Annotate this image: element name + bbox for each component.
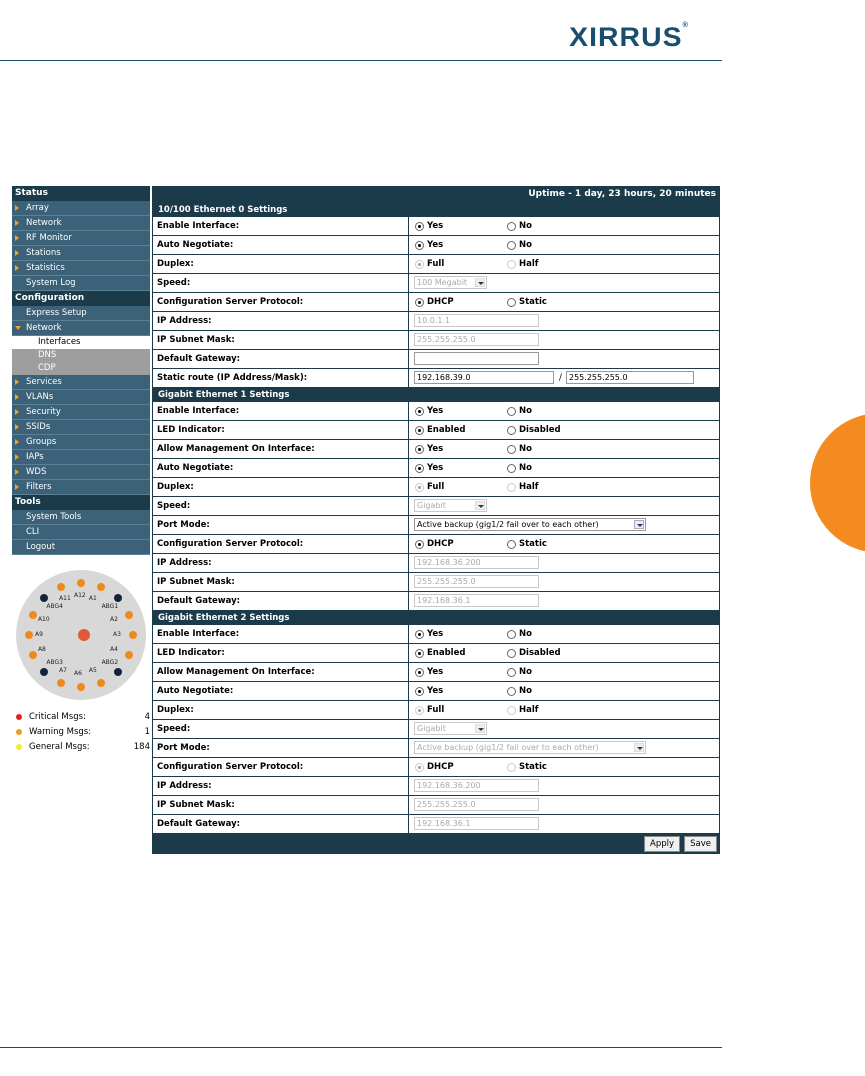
gig2-proto-label: Configuration Server Protocol: [153,758,409,776]
radio-node-a8[interactable] [29,651,37,659]
nav-item-system-log[interactable]: System Log [12,276,150,291]
gig2-speed-label: Speed: [153,720,409,738]
gig2-auto-row [152,682,720,701]
radio-label-a12: A12 [74,592,86,599]
general-msgs-label: General Msgs: [29,742,90,752]
message-counters [16,712,152,757]
gig2-mask-row [152,796,720,815]
nav-item-cli[interactable]: CLI [12,525,150,540]
gig2-duplex-label: Duplex: [153,701,409,719]
eth0-auto-no-radio[interactable]: No [507,240,532,250]
left-navigation [12,186,150,555]
eth0-auto-yes-radio[interactable]: Yes [415,240,443,250]
gig1-duplex-full-radio[interactable]: Full [415,482,444,492]
radio-label-a7: A7 [59,667,67,675]
nav-item-vlans[interactable]: VLANs [12,390,150,405]
radio-label-a8: A8 [37,645,46,653]
critical-msgs-count: 4 [144,712,150,722]
gig2-led-enabled-radio[interactable]: Enabled [415,648,465,658]
eth0-enable-label: Enable Interface: [153,217,409,235]
gig1-ip-row [152,554,720,573]
radio-label-a5: A5 [88,667,97,675]
radio-node-a12[interactable] [77,579,85,587]
nav-subitem-dns[interactable]: DNS [12,349,150,362]
footer-rule [0,1047,722,1048]
radio-node-a5[interactable] [97,679,105,687]
gig1-auto-no-radio[interactable]: No [507,463,532,473]
eth0-dhcp-radio[interactable]: DHCP [415,297,454,307]
nav-item-logout[interactable]: Logout [12,540,150,555]
nav-item-network-config[interactable]: Network [12,321,150,336]
general-dot-icon [16,744,22,750]
eth0-duplex-half-radio[interactable]: Half [507,259,538,269]
warning-dot-icon [16,729,22,735]
gig1-led-enabled-radio[interactable]: Enabled [415,425,465,435]
chapter-tab-marker [810,413,865,553]
gig2-auto-label: Auto Negotiate: [153,682,409,700]
gig1-ip-input[interactable]: 192.168.36.200 [414,556,539,569]
nav-subitem-interfaces[interactable]: Interfaces [12,336,150,349]
nav-item-system-tools[interactable]: System Tools [12,510,150,525]
nav-item-groups[interactable]: Groups [12,435,150,450]
gig2-mgmt-row [152,663,720,682]
gig1-ip-label: IP Address: [153,554,409,572]
radio-label-a3: A3 [113,631,121,638]
nav-item-rf-monitor[interactable]: RF Monitor [12,231,150,246]
eth0-mask-row [152,331,720,350]
gig1-mask-input[interactable]: 255.255.255.0 [414,575,539,588]
gig1-static-radio[interactable]: Static [507,539,547,549]
eth0-route-label: Static route (IP Address/Mask): [153,369,409,387]
gig1-mgmt-yes-radio[interactable]: Yes [415,444,443,454]
gig1-auto-label: Auto Negotiate: [153,459,409,477]
gig1-auto-yes-radio[interactable]: Yes [415,463,443,473]
eth0-enable-row [152,217,720,236]
gig1-speed-label: Speed: [153,497,409,515]
gig1-led-row [152,421,720,440]
array-status-graphic[interactable] [12,570,152,710]
gig2-mask-label: IP Subnet Mask: [153,796,409,814]
gig2-ip-input[interactable]: 192.168.36.200 [414,779,539,792]
gig2-duplex-row [152,701,720,720]
gig2-led-label: LED Indicator: [153,644,409,662]
nav-item-stations[interactable]: Stations [12,246,150,261]
radio-node-a10[interactable] [29,611,37,619]
gig1-mask-row [152,573,720,592]
nav-item-array[interactable]: Array [12,201,150,216]
gig2-ip-label: IP Address: [153,777,409,795]
gig1-duplex-label: Duplex: [153,478,409,496]
eth0-gw-label: Default Gateway: [153,350,409,368]
gig1-gw-row [152,592,720,611]
nav-item-network-status[interactable]: Network [12,216,150,231]
eth0-gw-row [152,350,720,369]
gig2-mgmt-yes-radio[interactable]: Yes [415,667,443,677]
gig1-section-header: Gigabit Ethernet 1 Settings [152,388,720,402]
general-msgs-count: 184 [133,742,150,752]
interfaces-settings-panel [152,186,720,854]
eth0-speed-label: Speed: [153,274,409,292]
eth0-duplex-label: Duplex: [153,255,409,273]
gig1-mask-label: IP Subnet Mask: [153,573,409,591]
radio-node-a9[interactable] [25,631,33,639]
gig1-dhcp-radio[interactable]: DHCP [415,539,454,549]
gig2-enable-yes-radio[interactable]: Yes [415,629,443,639]
gig2-ip-row [152,777,720,796]
gig1-enable-yes-radio[interactable]: Yes [415,406,443,416]
static-route-ip-input[interactable]: 192.168.39.0 [414,371,554,384]
xirrus-logo: XIRRUS® [569,22,690,52]
eth0-speed-row [152,274,720,293]
route-slash: / [559,373,562,383]
nav-item-iaps[interactable]: IAPs [12,450,150,465]
eth0-ip-row [152,312,720,331]
radio-label-abg3: ABG3 [46,658,64,666]
gig1-gw-input[interactable]: 192.168.36.1 [414,594,539,607]
nav-item-filters[interactable]: Filters [12,480,150,495]
radio-node-abg3[interactable] [40,668,48,676]
gig2-port-mode-label: Port Mode: [153,739,409,757]
gig1-port-mode-select[interactable]: Active backup (gig1/2 fail over to each other) [414,518,646,531]
radio-label-abg4: ABG4 [46,603,64,611]
radio-label-abg1: ABG1 [101,603,119,611]
radio-label-a9: A9 [35,631,43,638]
gig1-port-mode-row [152,516,720,535]
nav-item-security[interactable]: Security [12,405,150,420]
eth0-auto-row [152,236,720,255]
radio-node-a4[interactable] [125,651,133,659]
gig1-duplex-row [152,478,720,497]
radio-label-a10: A10 [37,616,50,624]
eth0-mask-input[interactable]: 255.255.255.0 [414,333,539,346]
uptime-bar: Uptime - 1 day, 23 hours, 20 minutes [152,186,720,203]
radio-node-a1[interactable] [97,583,105,591]
gig1-led-disabled-radio[interactable]: Disabled [507,425,561,435]
gig2-mgmt-no-radio[interactable]: No [507,667,532,677]
gig2-auto-yes-radio[interactable]: Yes [415,686,443,696]
gig1-speed-row [152,497,720,516]
eth0-duplex-row [152,255,720,274]
nav-item-ssids[interactable]: SSIDs [12,420,150,435]
apply-button[interactable]: Apply [644,836,680,852]
save-button[interactable]: Save [684,836,717,852]
gig2-gw-label: Default Gateway: [153,815,409,833]
gig2-enable-no-radio[interactable]: No [507,629,532,639]
gig2-mgmt-label: Allow Management On Interface: [153,663,409,681]
array-center-icon [78,629,90,641]
eth0-route-row [152,369,720,388]
gig2-enable-row [152,625,720,644]
radio-label-a11: A11 [59,594,71,602]
gig2-speed-row [152,720,720,739]
gig1-gw-label: Default Gateway: [153,592,409,610]
gig2-gw-input[interactable]: 192.168.36.1 [414,817,539,830]
nav-item-services[interactable]: Services [12,375,150,390]
critical-msgs-row[interactable] [16,712,152,727]
gig2-mask-input[interactable]: 255.255.255.0 [414,798,539,811]
gig2-section-header: Gigabit Ethernet 2 Settings [152,611,720,625]
radio-node-a3[interactable] [129,631,137,639]
eth0-ip-label: IP Address: [153,312,409,330]
warning-msgs-label: Warning Msgs: [29,727,92,737]
nav-item-express-setup[interactable]: Express Setup [12,306,150,321]
gig1-led-label: LED Indicator: [153,421,409,439]
gig2-led-disabled-radio[interactable]: Disabled [507,648,561,658]
gig1-proto-row [152,535,720,554]
gig1-speed-select[interactable]: Gigabit [414,499,487,512]
eth0-static-radio[interactable]: Static [507,297,547,307]
header-rule [0,60,722,61]
eth0-enable-yes-radio[interactable]: Yes [415,221,443,231]
radio-label-a2: A2 [110,616,118,624]
gig1-auto-row [152,459,720,478]
critical-dot-icon [16,714,22,720]
nav-section-tools: Tools [12,495,150,510]
eth0-mask-label: IP Subnet Mask: [153,331,409,349]
eth0-proto-row [152,293,720,312]
gig2-duplex-full-radio[interactable]: Full [415,705,444,715]
warning-msgs-count: 1 [144,727,150,737]
gig2-speed-select[interactable]: Gigabit [414,722,487,735]
nav-section-status: Status [12,186,150,201]
gig2-proto-row [152,758,720,777]
gig2-static-radio[interactable]: Static [507,762,547,772]
general-msgs-row[interactable] [16,742,152,757]
nav-item-statistics[interactable]: Statistics [12,261,150,276]
gig1-proto-label: Configuration Server Protocol: [153,535,409,553]
gig1-mgmt-no-radio[interactable]: No [507,444,532,454]
gig1-duplex-half-radio[interactable]: Half [507,482,538,492]
radio-node-abg1[interactable] [114,594,122,602]
gig2-port-mode-row [152,739,720,758]
eth0-enable-no-radio[interactable]: No [507,221,532,231]
gig2-dhcp-radio[interactable]: DHCP [415,762,454,772]
eth0-section-header: 10/100 Ethernet 0 Settings [152,203,720,217]
gig1-enable-no-radio[interactable]: No [507,406,532,416]
gig1-mgmt-row [152,440,720,459]
critical-msgs-label: Critical Msgs: [29,712,86,722]
radio-node-abg2[interactable] [114,668,122,676]
gig2-led-row [152,644,720,663]
gig1-port-mode-label: Port Mode: [153,516,409,534]
gig2-duplex-half-radio[interactable]: Half [507,705,538,715]
radio-node-a6[interactable] [77,683,85,691]
radio-label-a1: A1 [88,594,97,602]
radio-label-a4: A4 [110,645,118,653]
gig1-mgmt-label: Allow Management On Interface: [153,440,409,458]
eth0-gw-input[interactable] [414,352,539,365]
eth0-duplex-full-radio[interactable]: Full [415,259,444,269]
radio-label-abg2: ABG2 [101,658,119,666]
radio-node-a11[interactable] [57,583,65,591]
eth0-proto-label: Configuration Server Protocol: [153,293,409,311]
gig2-gw-row [152,815,720,834]
nav-section-configuration: Configuration [12,291,150,306]
gig2-port-mode-select[interactable]: Active backup (gig1/2 fail over to each other) [414,741,646,754]
gig1-enable-label: Enable Interface: [153,402,409,420]
nav-subitem-cdp[interactable]: CDP [12,362,150,375]
warning-msgs-row[interactable] [16,727,152,742]
form-footer [152,834,720,854]
eth0-speed-select[interactable]: 100 Megabit [414,276,487,289]
gig1-enable-row [152,402,720,421]
radio-label-a6: A6 [74,670,82,677]
gig2-auto-no-radio[interactable]: No [507,686,532,696]
eth0-ip-input[interactable]: 10.0.1.1 [414,314,539,327]
static-route-mask-input[interactable]: 255.255.255.0 [566,371,694,384]
eth0-auto-label: Auto Negotiate: [153,236,409,254]
gig2-enable-label: Enable Interface: [153,625,409,643]
nav-item-wds[interactable]: WDS [12,465,150,480]
